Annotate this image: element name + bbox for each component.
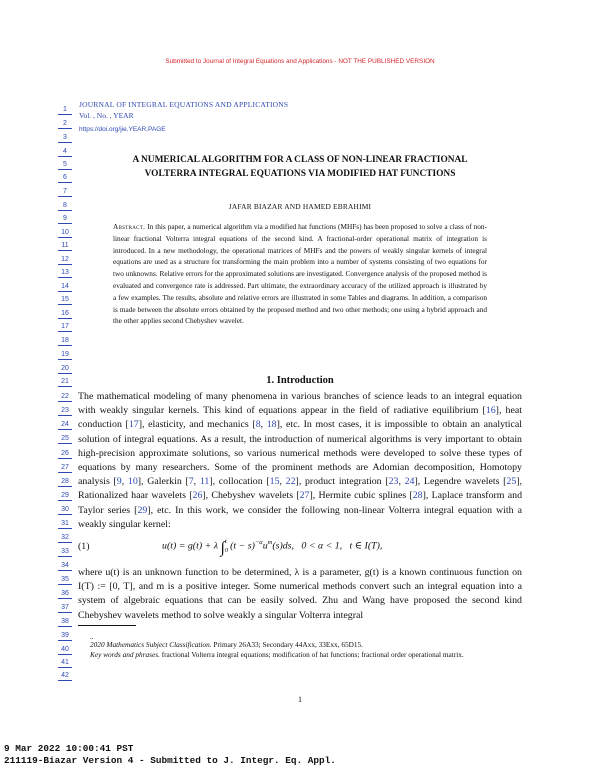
footnote-rule <box>78 625 136 626</box>
citation-link[interactable]: 28 <box>412 490 423 502</box>
line-number: 20 <box>58 365 72 373</box>
line-number: 2 <box>58 120 72 128</box>
citation-link[interactable]: 18 <box>266 419 277 431</box>
line-number: 15 <box>58 296 72 304</box>
line-number: 5 <box>58 161 72 169</box>
line-number: 32 <box>58 534 72 542</box>
line-number: 10 <box>58 229 72 237</box>
paper-title <box>80 153 520 181</box>
abstract-label: Abstract. <box>113 222 146 231</box>
line-number: 13 <box>58 269 72 277</box>
intro-paragraph: The mathematical modeling of many phenomena in various branches of science leads to an integral equation with weakly singular kernels. This kind of equations appear in the field of radiative equilibrium [16], heat conduction [17], elasticity, and mechanics [8, 18], etc. In most cases, it is impossible to obtain an analytical solution of integral equations. As a result, the introduction of numerical algorithms is very important to obtain high-precision approximate solutions, so various numerical methods were developed to solve these types of equations by many researchers. Some of the prominent methods are Adomian decomposition, Homotopy analysis [9, 10], Galerkin [7, 11], collocation [15, 22], product integration [23, 24], Legendre wavelets [25], Rationalized haar wavelets [26], Chebyshev wavelets [27], Hermite cubic splines [28], Laplace transform and Taylor series [29], etc. In this work, we consider the following non-linear Volterra integral equation with a weakly singular kernel: <box>78 391 523 530</box>
title-line-2: VOLTERRA INTEGRAL EQUATIONS VIA MODIFIED HAT FUNCTIONS <box>144 169 456 179</box>
citation-link[interactable]: 9 <box>116 476 122 488</box>
footnotes <box>90 633 522 661</box>
citation-link[interactable]: 25 <box>506 476 517 488</box>
line-number: 14 <box>58 283 72 291</box>
line-number: 1 <box>58 106 72 114</box>
line-number: 12 <box>58 256 72 264</box>
line-number: 36 <box>58 590 72 598</box>
footnote-dots: .. <box>90 633 94 641</box>
section-title: 1. Introduction <box>266 375 334 386</box>
line-number: 21 <box>58 378 72 386</box>
citation-link[interactable]: 7 <box>188 476 194 488</box>
line-number: 22 <box>58 393 72 401</box>
line-number: 11 <box>58 242 72 250</box>
equation-number: (1) <box>78 541 90 552</box>
line-number: 34 <box>58 562 72 570</box>
line-number: 7 <box>58 188 72 196</box>
title-line-1: A NUMERICAL ALGORITHM FOR A CLASS OF NON-LINEAR FRACTIONAL <box>132 155 468 165</box>
abstract-text: In this paper, a numerical algorithm via a modified hat functions (MHFs) has been proposed to solve a class of non-linear fractional Volterra integral equations of the second kind. A fractional-order operational matrix of integration is introduced. In a new methodology, the operational matrices of MHFs and the powers of weakly singular kernels of integral equations are used as a structure for transforming the main problem into a number of systems consisting of two equations for two unknowns. Relative errors for the approximated solutions are investigated. Convergence analysis of the proposed method is evaluated and convergence rate is addressed. Part ultimate, the extraordinary accuracy of the utilized approach is illustrated by a few examples. The results, absolute and relative errors are illustrated in some Tables and diagrams. In addition, a comparison is made between the absolute errors obtained by the proposed method and two other methods; one using a hybrid approach and the other applies second Chebyshev wavelet. <box>113 222 487 326</box>
citation-link[interactable]: 27 <box>299 490 310 502</box>
line-number: 41 <box>58 659 72 667</box>
line-number: 24 <box>58 421 72 429</box>
line-number: 26 <box>58 450 72 458</box>
doi-link[interactable]: https://doi.org/jie.YEAR.PAGE <box>79 126 166 133</box>
equation-body: u(t) = g(t) + λ ∫ t 0 $(t - s)^{-\alpha}u^m(s)ds$, 0 < α < 1, t ∈ I(T), <box>162 538 383 557</box>
citation-link[interactable]: 15 <box>269 476 280 488</box>
line-number: 8 <box>58 202 72 210</box>
submission-stamp: 9 Mar 2022 10:00:41 PST 211119-Biazar Version 4 - Submitted to J. Integr. Eq. Appl. <box>4 743 336 766</box>
volume-info: Vol. , No. , YEAR <box>79 111 134 120</box>
msc-footnote: 2020 Mathematics Subject Classification. Primary 26A33; Secondary 44Axx, 33Exx, 65D15. <box>90 640 364 649</box>
abstract <box>113 221 487 327</box>
citation-link[interactable]: 11 <box>199 476 210 488</box>
line-number: 38 <box>58 618 72 626</box>
line-number: 19 <box>58 351 72 359</box>
journal-name: JOURNAL OF INTEGRAL EQUATIONS AND APPLICATIONS <box>79 100 289 109</box>
page-number: 1 <box>298 695 302 704</box>
line-number: 4 <box>58 148 72 156</box>
line-number: 27 <box>58 464 72 472</box>
line-number: 31 <box>58 520 72 528</box>
line-number: 3 <box>58 134 72 142</box>
line-number: 18 <box>58 337 72 345</box>
line-number: 16 <box>58 310 72 318</box>
citation-link[interactable]: 17 <box>128 419 139 431</box>
citation-link[interactable]: 23 <box>388 476 399 488</box>
citation-link[interactable]: 8 <box>255 419 261 431</box>
citation-link[interactable]: 29 <box>137 504 148 516</box>
equation-1 <box>78 537 522 559</box>
line-number: 30 <box>58 506 72 514</box>
line-number: 39 <box>58 632 72 640</box>
citation-link[interactable]: 10 <box>127 476 138 488</box>
line-number: 29 <box>58 492 72 500</box>
citation-link[interactable]: 26 <box>192 490 203 502</box>
authors: JAFAR BIAZAR AND HAMED EBRAHIMI <box>228 202 372 211</box>
line-number: 23 <box>58 407 72 415</box>
line-number: 28 <box>58 478 72 486</box>
line-number: 25 <box>58 435 72 443</box>
keywords-footnote: Key words and phrases. fractional Volterra integral equations; modification of hat functions; fractional order operational matrix. <box>90 650 464 660</box>
line-number: 35 <box>58 576 72 584</box>
submission-banner: Submitted to Journal of Integral Equations and Applications - NOT THE PUBLISHED VERSION <box>165 58 435 65</box>
line-number: 37 <box>58 604 72 612</box>
line-number: 33 <box>58 548 72 556</box>
intro-paragraph-2: where u(t) is an unknown function to be determined, λ is a parameter, g(t) is a known continuous function on I(T) := [0, T], and m is a positive integer. Some numerical methods convert such an integral equation into a system of algebraic equations that can be easily solved. Zhu and Wang have proposed the second kind Chebyshev wavelets method to solve weakly a singular Volterra integral <box>78 567 522 621</box>
line-number: 9 <box>58 215 72 223</box>
citation-link[interactable]: 22 <box>285 476 296 488</box>
line-number: 40 <box>58 646 72 654</box>
line-number: 42 <box>58 672 72 680</box>
line-number: 17 <box>58 323 72 331</box>
line-number: 6 <box>58 174 72 182</box>
citation-link[interactable]: 24 <box>404 476 415 488</box>
citation-link[interactable]: 16 <box>485 405 496 417</box>
